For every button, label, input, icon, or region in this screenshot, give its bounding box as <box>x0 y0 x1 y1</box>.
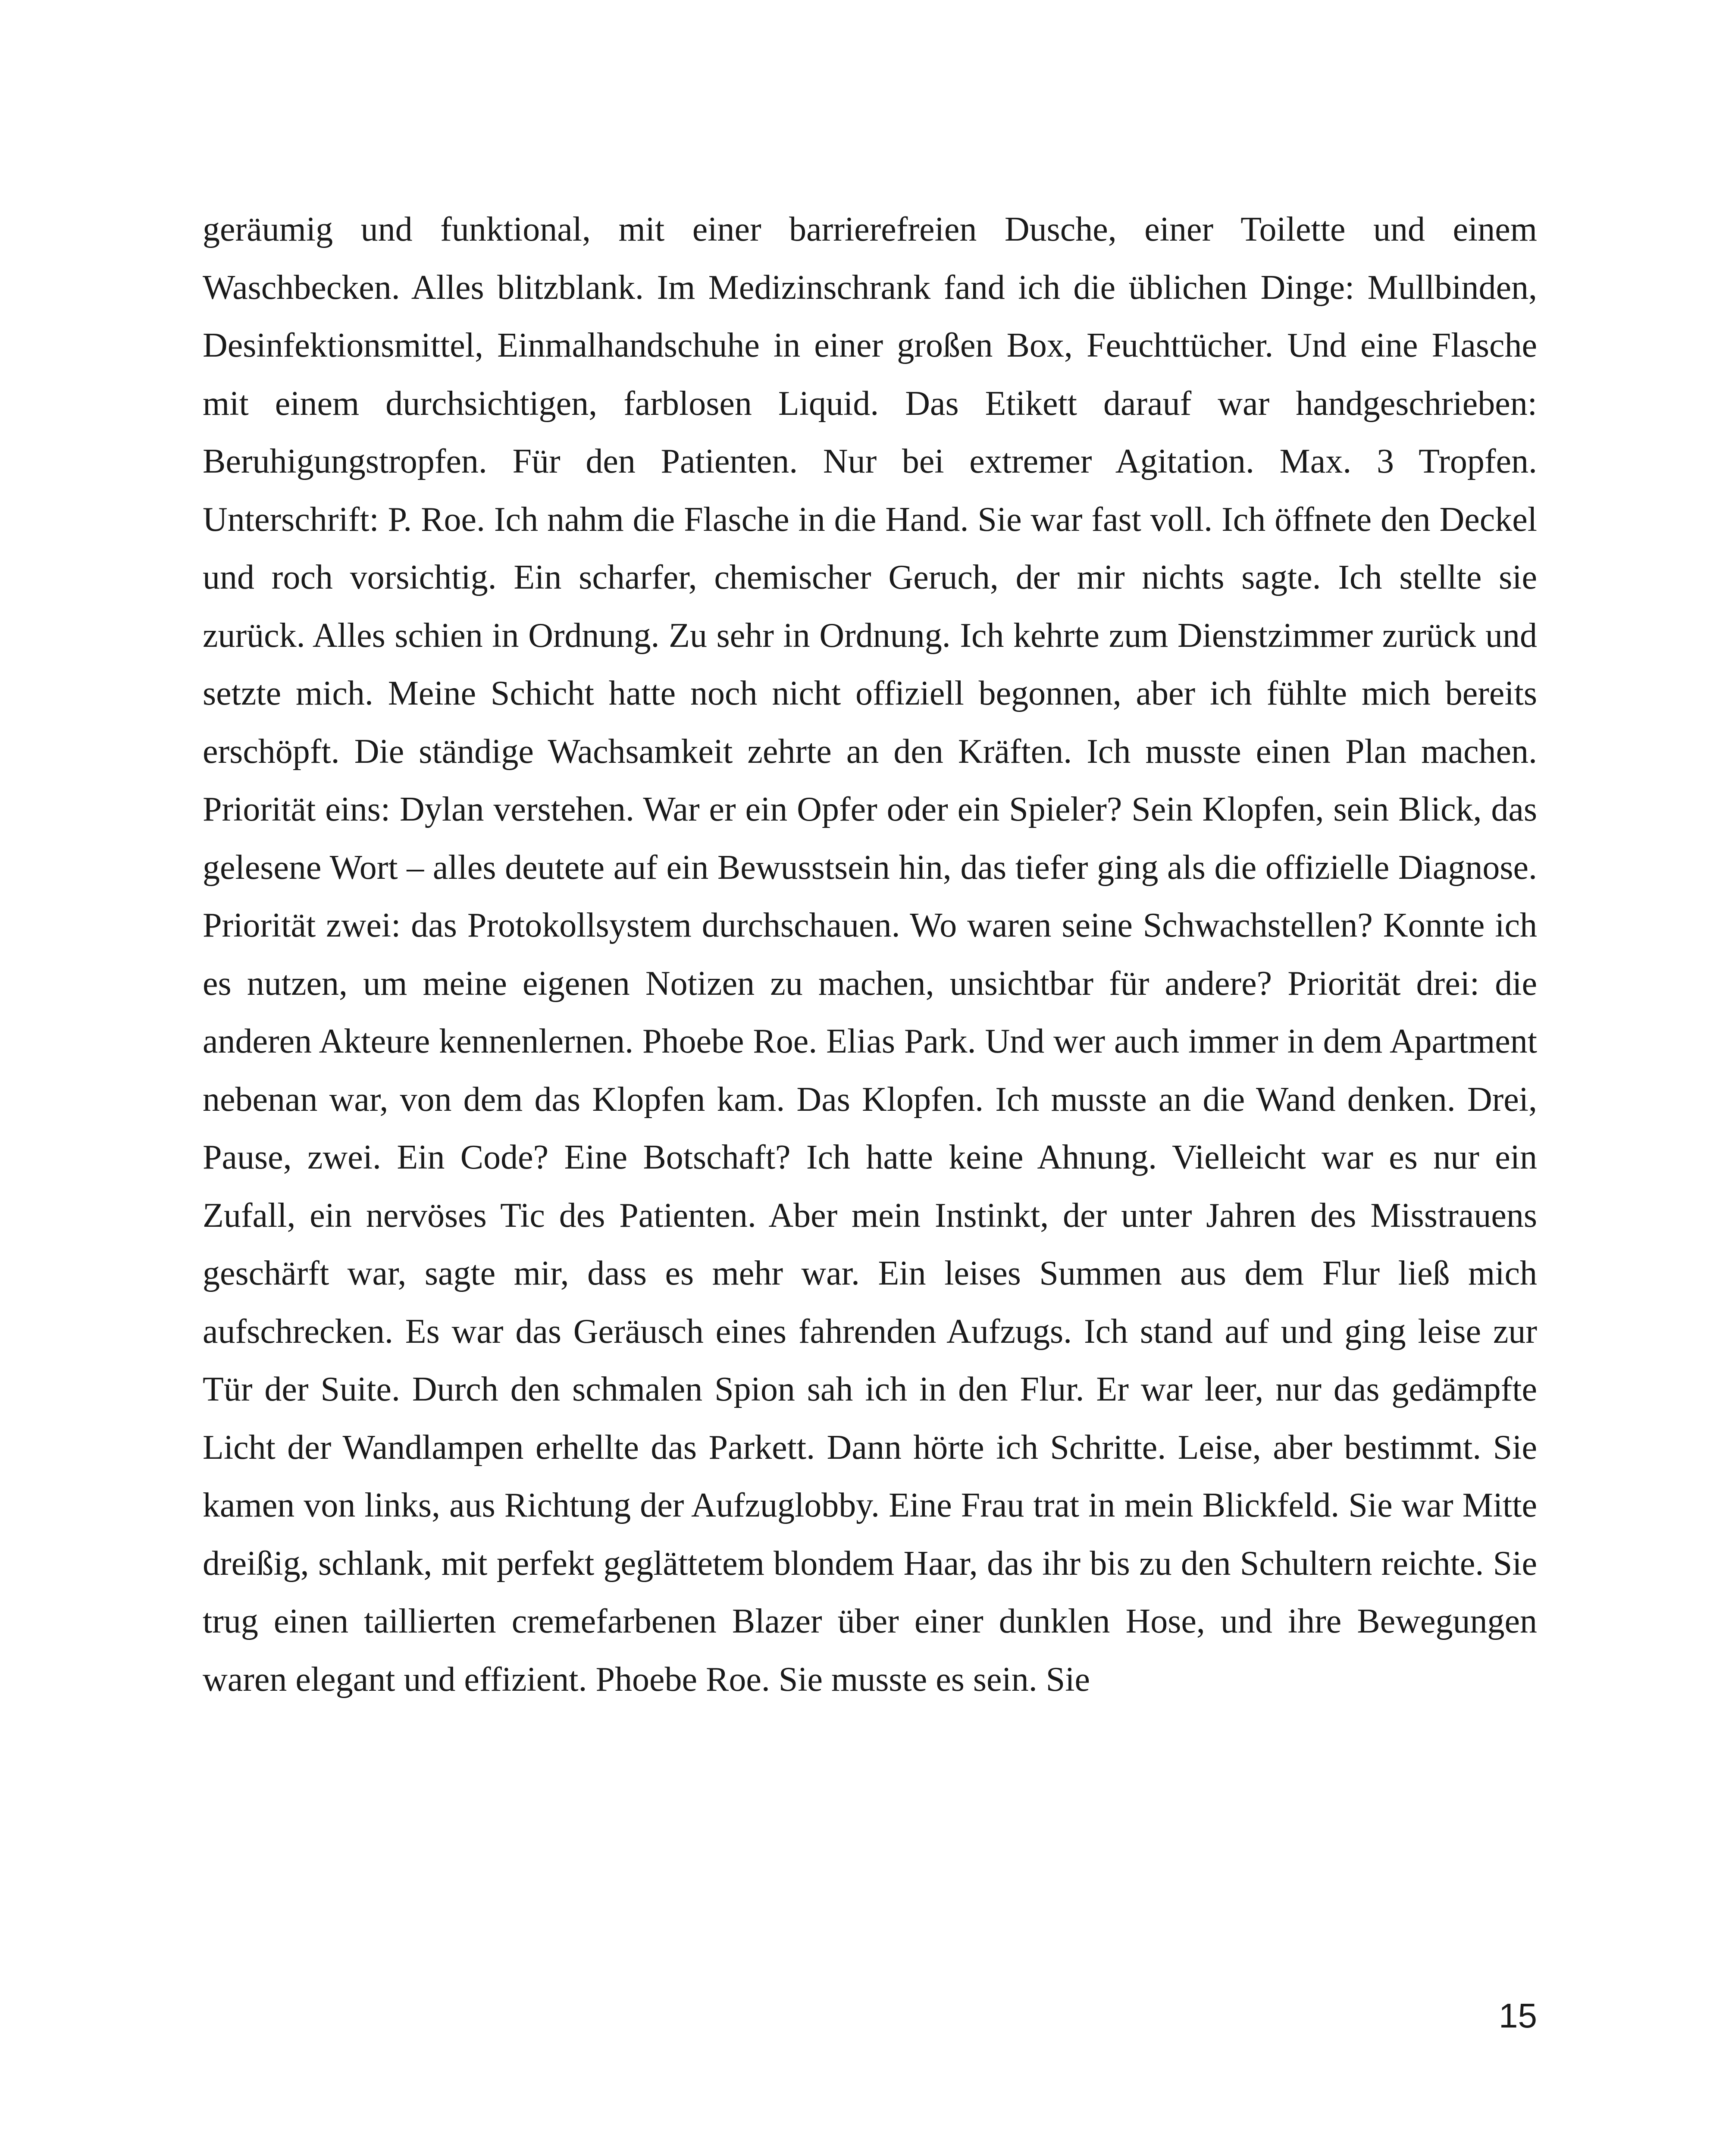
page-number: 15 <box>1499 1996 1537 2035</box>
body-paragraph: geräumig und funktional, mit einer barrierefreien Dusche, einer Toilette und einem Waschbecken. Alles blitzblank. Im Medizinschrank fand ich die üblichen Dinge: Mullbinden, Desinfektionsmittel, Einmalhandschuhe in einer großen Box, Feuchttücher. Und eine Flasche mit einem durchsichtigen, farblosen Liquid. Das Etikett darauf war handgeschrieben: Beruhigungstropfen. Für den Patienten. Nur bei extremer Agitation. Max. 3 Tropfen. Unterschrift: P. Roe. Ich nahm die Flasche in die Hand. Sie war fast voll. Ich öffnete den Deckel und roch vorsichtig. Ein scharfer, chemischer Geruch, der mir nichts sagte. Ich stellte sie zurück. Alles schien in Ordnung. Zu sehr in Ordnung. Ich kehrte zum Dienstzimmer zurück und setzte mich. Meine Schicht hatte noch nicht offiziell begonnen, aber ich fühlte mich bereits erschöpft. Die ständige Wachsamkeit zehrte an den Kräften. Ich musste einen Plan machen. Priorität eins: Dylan verstehen. War er ein Opfer oder ein Spieler? Sein Klopfen, sein Blick, das gelesene Wort – alles deutete auf ein Bewusstsein hin, das tiefer ging als die offizielle Diagnose. Priorität zwei: das Protokollsystem durchschauen. Wo waren seine Schwachstellen? Konnte ich es nutzen, um meine eigenen Notizen zu machen, unsichtbar für andere? Priorität drei: die anderen Akteure kennenlernen. Phoebe Roe. Elias Park. Und wer auch immer in dem Apartment nebenan war, von dem das Klopfen kam. Das Klopfen. Ich musste an die Wand denken. Drei, Pause, zwei. Ein Code? Eine Botschaft? Ich hatte keine Ahnung. Vielleicht war es nur ein Zufall, ein nervöses Tic des Patienten. Aber mein Instinkt, der unter Jahren des Misstrauens geschärft war, sagte mir, dass es mehr war. Ein leises Summen aus dem Flur ließ mich aufschrecken. Es war das Geräusch eines fahrenden Aufzugs. Ich stand auf und ging leise zur Tür der Suite. Durch den schmalen Spion sah ich in den Flur. Er war leer, nur das gedämpfte Licht der Wandlampen erhellte das Parkett. Dann hörte ich Schritte. Leise, aber bestimmt. Sie kamen von links, aus Richtung der Aufzuglobby. Eine Frau trat in mein Blickfeld. Sie war Mitte dreißig, schlank, mit perfekt geglättetem blondem Haar, das ihr bis zu den Schultern reichte. Sie trug einen taillierten cremefarbenen Blazer über einer dunklen Hose, und ihre Bewegungen waren elegant und effizient. Phoebe Roe. Sie musste es sein. Sie <box>203 210 1537 1698</box>
